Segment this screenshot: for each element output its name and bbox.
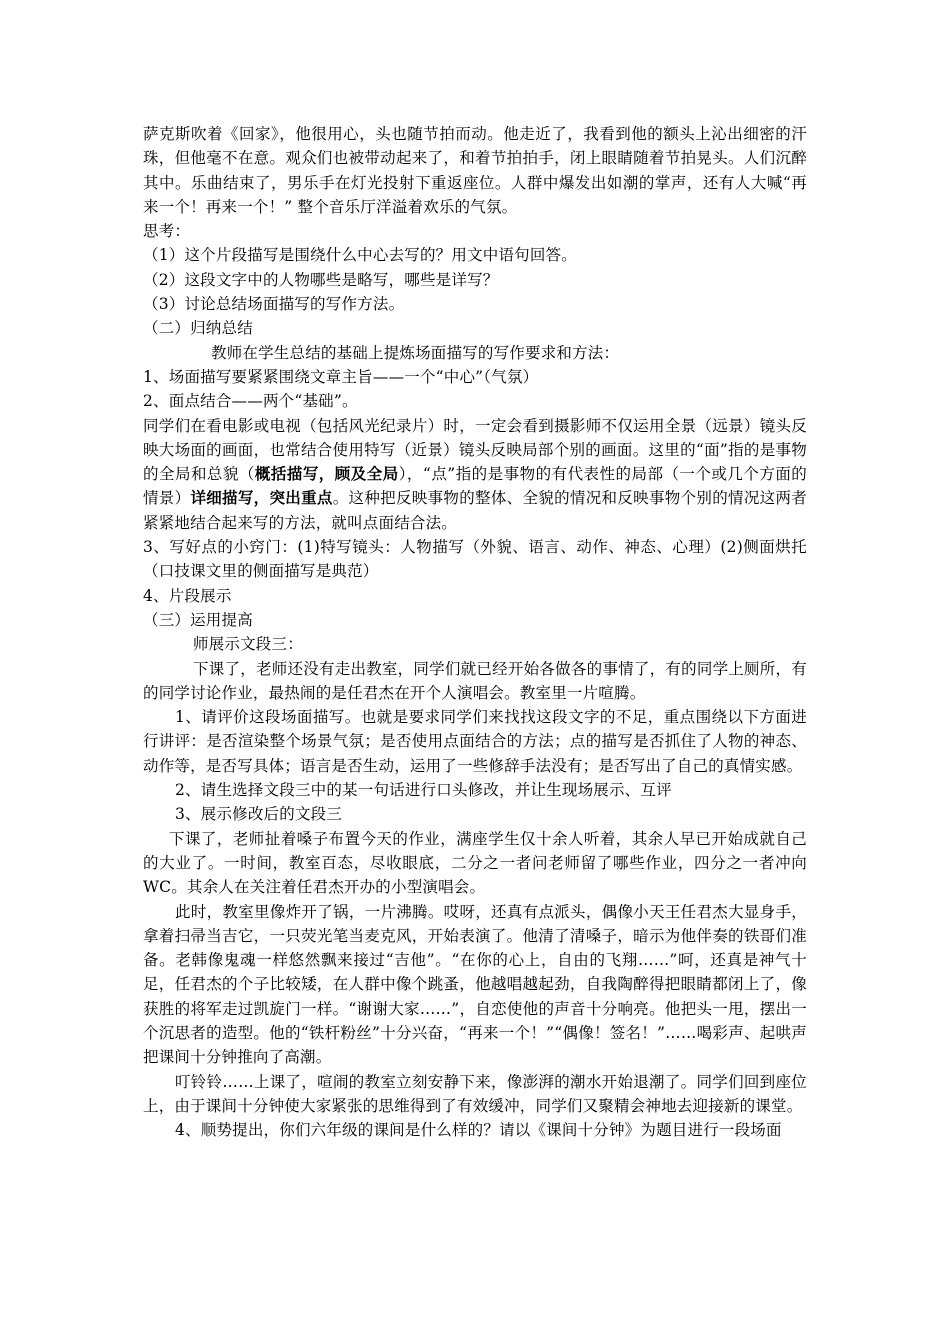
question-2: （2）这段文字中的人物哪些是略写，哪些是详写？ xyxy=(143,270,499,289)
think-label: 思考： xyxy=(143,222,191,241)
point-1: 1、场面描写要紧紧围绕文章主旨——一个“中心”（气氛） xyxy=(143,367,539,386)
point-4: 4、片段展示 xyxy=(143,586,232,605)
passage-3: 下课了，老师还没有走出教室，同学们就已经开始各做各的事情了，有的同学上厕所，有的同学讨论作业，最热闹的是任君杰在开个人演唱会。教室里一片喧腾。 xyxy=(143,659,807,702)
text-run: ），“点”指的是事物的有代表性的局部（一个或几个方面的情景） xyxy=(143,465,807,508)
passage-revised-2: 此时，教室里像炸开了锅，一片沸腾。哎呀，还真有点派头，偶像小天王任君杰大显身手，拿着扫帚当吉它，一只荧光笔当麦克风，开始表演了。他清了清嗓子，暗示为他伴奏的铁哥们准备。老韩像鬼魂一样悠然飘来接过“吉他”。“在你的心上，自由的飞翔……”呵，还真是神气十足，任君杰的个子比较矮，在人群中像个跳蚤，他越唱越起劲，自我陶醉得把眼睛都闭上了，像获胜的将军走过凯旋门一样。“谢谢大家……”，自恋使他的声音十分响亮。他把头一甩，摆出一个沉思者的造型。他的“铁杆粉丝”十分兴奋，“再来一个！”“偶像！签名！”……喝彩声、起哄声把课间十分钟推向了高潮。 xyxy=(143,902,807,1067)
point-2: 2、面点结合——两个“基础”。 xyxy=(143,392,358,411)
point-3: 3、写好点的小窍门：(1)特写镜头：人物描写（外貌、语言、动作、神态、心理）(2)侧面烘托（口技课文里的侧面描写是典范） xyxy=(143,538,807,581)
question-1: （1）这个片段描写是围绕什么中心去写的？用文中语句回答。 xyxy=(143,246,577,265)
show-passage-3: 师展示文段三： xyxy=(193,635,303,654)
document-page xyxy=(143,122,807,1142)
task-2: 2、请生选择文段三中的某一句话进行口头修改，并让生现场展示、互评 xyxy=(175,781,672,800)
bold-phrase-detail: 详细描写，突出重点 xyxy=(190,489,333,508)
passage-revised-3: 叮铃铃……上课了，喧闹的教室立刻安静下来，像澎湃的潮水开始退潮了。同学们回到座位上，由于课间十分钟使大家紧张的思维得到了有效缓冲，同学们又聚精会神地去迎接新的课堂。 xyxy=(143,1072,807,1115)
section-heading-2: （二）归纳总结 xyxy=(143,319,253,338)
paragraph-point-surface xyxy=(143,414,807,535)
teacher-summary: 教师在学生总结的基础上提炼场面描写的写作要求和方法： xyxy=(211,343,620,362)
task-4: 4、顺势提出，你们六年级的课间是什么样的？请以《课间十分钟》为题目进行一段场面 xyxy=(175,1121,782,1140)
task-1: 1、请评价这段场面描写。也就是要求同学们来找找这段文字的不足，重点围绕以下方面进行讲评：是否渲染整个场景气氛；是否使用点面结合的方法；点的描写是否抓住了人物的神态、动作等，是否写具体；语言是否生动，运用了一些修辞手法没有；是否写出了自己的真情实感。 xyxy=(143,708,807,775)
question-3: （3）讨论总结场面描写的写作方法。 xyxy=(143,295,405,314)
text-run: 同学们在看电影或电视（包括风光纪录片）时，一定会看到摄影师不仅运用全景（远景）镜头反映大场面的画面，也常结合使用特写（近景）镜头反映局部个别的画面。这里的“面”指的是事物的全局和总貌（ xyxy=(143,416,807,484)
passage-revised-1: 下课了，老师扯着嗓子布置今天的作业，满座学生仅十余人听着，其余人早已开始成就自己的大业了。一时间，教室百态，尽收眼底，二分之一者问老师留了哪些作业，四分之一者冲向WC。其余人在关注着任君杰开办的小型演唱会。 xyxy=(143,829,807,897)
section-heading-3: （三）运用提高 xyxy=(143,610,253,629)
bold-phrase-overview: 概括描写，顾及全局 xyxy=(254,465,399,484)
task-3: 3、展示修改后的文段三 xyxy=(175,805,343,824)
text-run: 。这种把反映事物的整体、全貌的情况和反映事物个别的情况这两者紧紧地结合起来写的方法，就叫点面结合法。 xyxy=(143,489,807,532)
paragraph-concert: 萨克斯吹着《回家》，他很用心，头也随节拍而动。他走近了，我看到他的额头上沁出细密的汗珠，但他毫不在意。观众们也被带动起来了，和着节拍拍手，闭上眼睛随着节拍晃头。人们沉醉其中。乐曲结束了，男乐手在灯光投射下重返座位。人群中爆发出如潮的掌声，还有人大喊“再来一个！再来一个！” 整个音乐厅洋溢着欢乐的气氛。 xyxy=(143,125,807,216)
